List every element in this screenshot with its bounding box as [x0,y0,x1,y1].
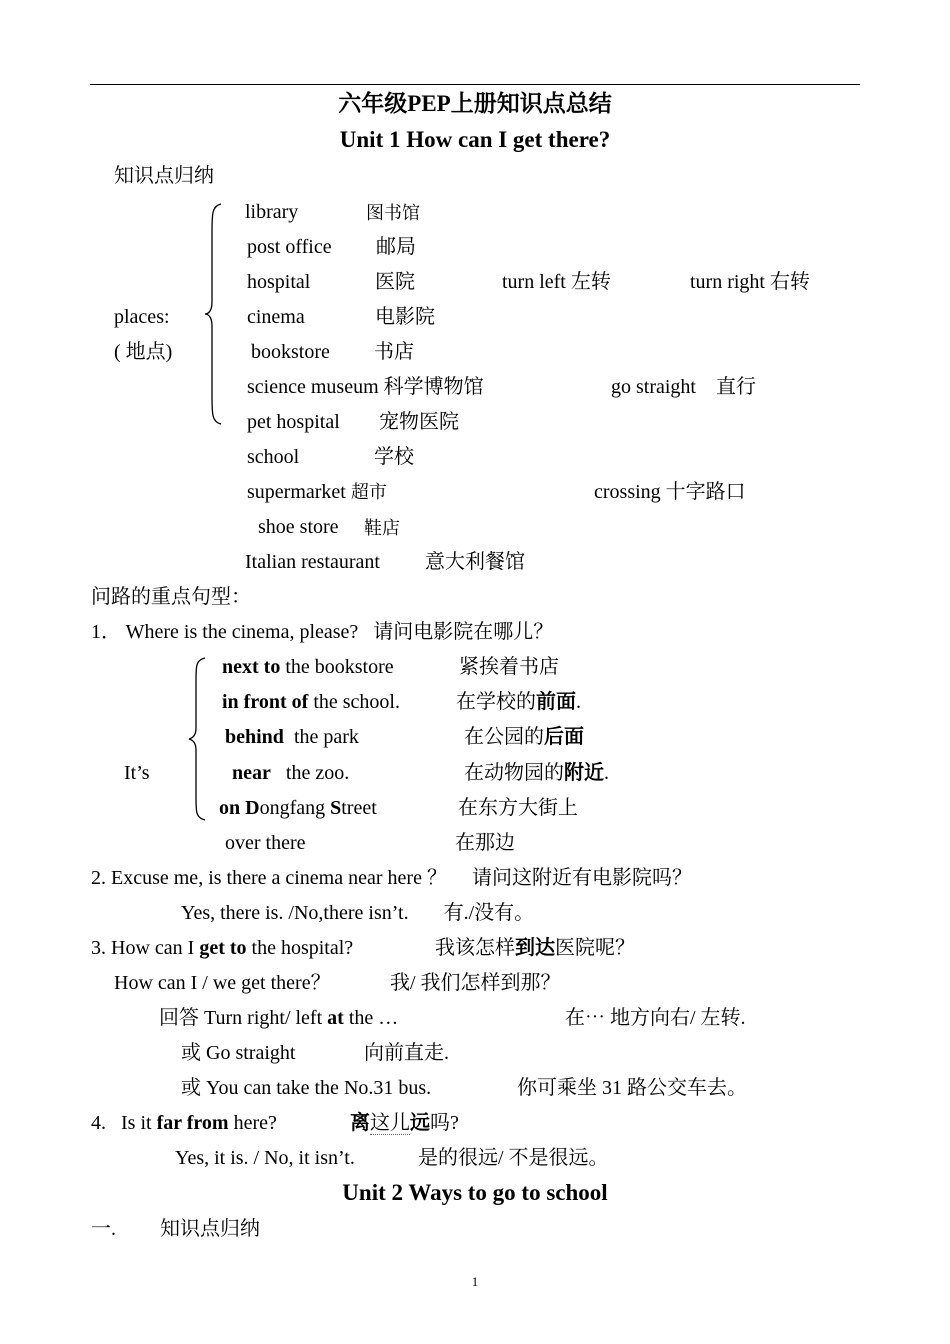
direction-item: turn left 左转 [502,271,611,293]
places-cn-label: ( 地点) [114,341,173,363]
place-cn: 意大利餐馆 [425,551,525,573]
header-rule [90,84,860,85]
answer-3b-cn: 向前直走. [364,1042,449,1064]
place-cn: 宠物医院 [379,411,459,433]
position-item: on Dongfang Street [219,797,377,819]
answer-4: Yes, it is. / No, it isn’t. [175,1147,355,1169]
unit2-number: 一. [91,1218,116,1240]
question-3b: How can I / we get there？ [114,972,331,994]
position-item: behind the park [225,726,359,748]
question-4: 4. Is it far from here? [91,1112,277,1134]
places-label: places: [114,306,170,328]
answer-2: Yes, there is. /No,there isn’t. 有./没有。 [181,902,535,924]
answer-4-cn: 是的很远/ 不是很远。 [418,1147,609,1169]
place-cn: 邮局 [376,236,416,258]
place-en: pet hospital [247,411,340,433]
question-3: 3. How can I get to the hospital? [91,937,354,959]
direction-item: crossing 十字路口 [594,481,746,503]
answer-3c-cn: 你可乘坐 31 路公交车去。 [517,1077,747,1099]
document-title: 六年级PEP上册知识点总结 [338,91,612,116]
place-en: Italian restaurant [245,551,380,573]
unit2-title: Unit 2 Ways to go to school [342,1180,608,1205]
sentences-label: 问路的重点句型： [91,586,251,608]
place-en: bookstore [251,341,330,363]
place-en: hospital [247,271,311,293]
unit1-title: Unit 1 How can I get there? [339,127,611,152]
position-cn: 在东方大街上 [458,797,578,819]
position-item: in front of the school. [222,691,400,713]
question-3-cn: 我该怎样到达医院呢？ [435,937,635,959]
place-en: library [245,201,299,223]
answer-3b: 或 Go straight [181,1042,296,1064]
question-4-cn: 离这儿远吗? [350,1112,459,1134]
places-brace [202,202,226,426]
position-item: over there [225,832,306,854]
position-cn: 紧挨着书店 [459,656,559,678]
question-2: 2. Excuse me, is there a cinema near here ？ 请问这附近有电影院吗？ [91,867,692,889]
unit1-summary-label: 知识点归纳 [114,165,214,187]
question-3b-cn: 我/ 我们怎样到那？ [390,972,561,994]
positions-brace [186,656,210,822]
place-en: post office [247,236,332,258]
position-cn: 在那边 [455,832,515,854]
place-cn: 图书馆 [366,203,420,223]
place-cn: 医院 [375,271,415,293]
position-item: next to the bookstore [222,656,394,678]
unit2-summary-label: 知识点归纳 [160,1218,260,1240]
page-number: 1 [471,1274,479,1289]
place-en: school [247,446,300,468]
place-cn: 书店 [374,341,414,363]
place-en: shoe store [258,516,339,538]
position-cn: 在动物园的附近. [464,762,609,784]
direction-item: turn right 右转 [690,271,810,293]
position-cn: 在学校的前面. [456,691,581,713]
answer-3a: 回答 Turn right/ left at the … [159,1007,399,1029]
place-item: science museum 科学博物馆 [247,376,484,398]
place-en: cinema [247,306,305,328]
answer-3c: 或 You can take the No.31 bus. [181,1077,432,1099]
direction-item: go straight 直行 [611,376,756,398]
answer-3a-cn: 在⋯ 地方向右/ 左转. [565,1007,746,1029]
position-item: near the zoo. [232,762,350,784]
place-item: supermarket 超市 [247,481,387,503]
position-cn: 在公园的后面 [464,726,584,748]
place-cn: 电影院 [375,306,435,328]
place-cn: 鞋店 [364,518,400,538]
place-cn: 学校 [374,446,414,468]
its-label: It’s [124,762,150,784]
question-1: 1． Where is the cinema, please? 请问电影院在哪儿？ [91,621,554,643]
